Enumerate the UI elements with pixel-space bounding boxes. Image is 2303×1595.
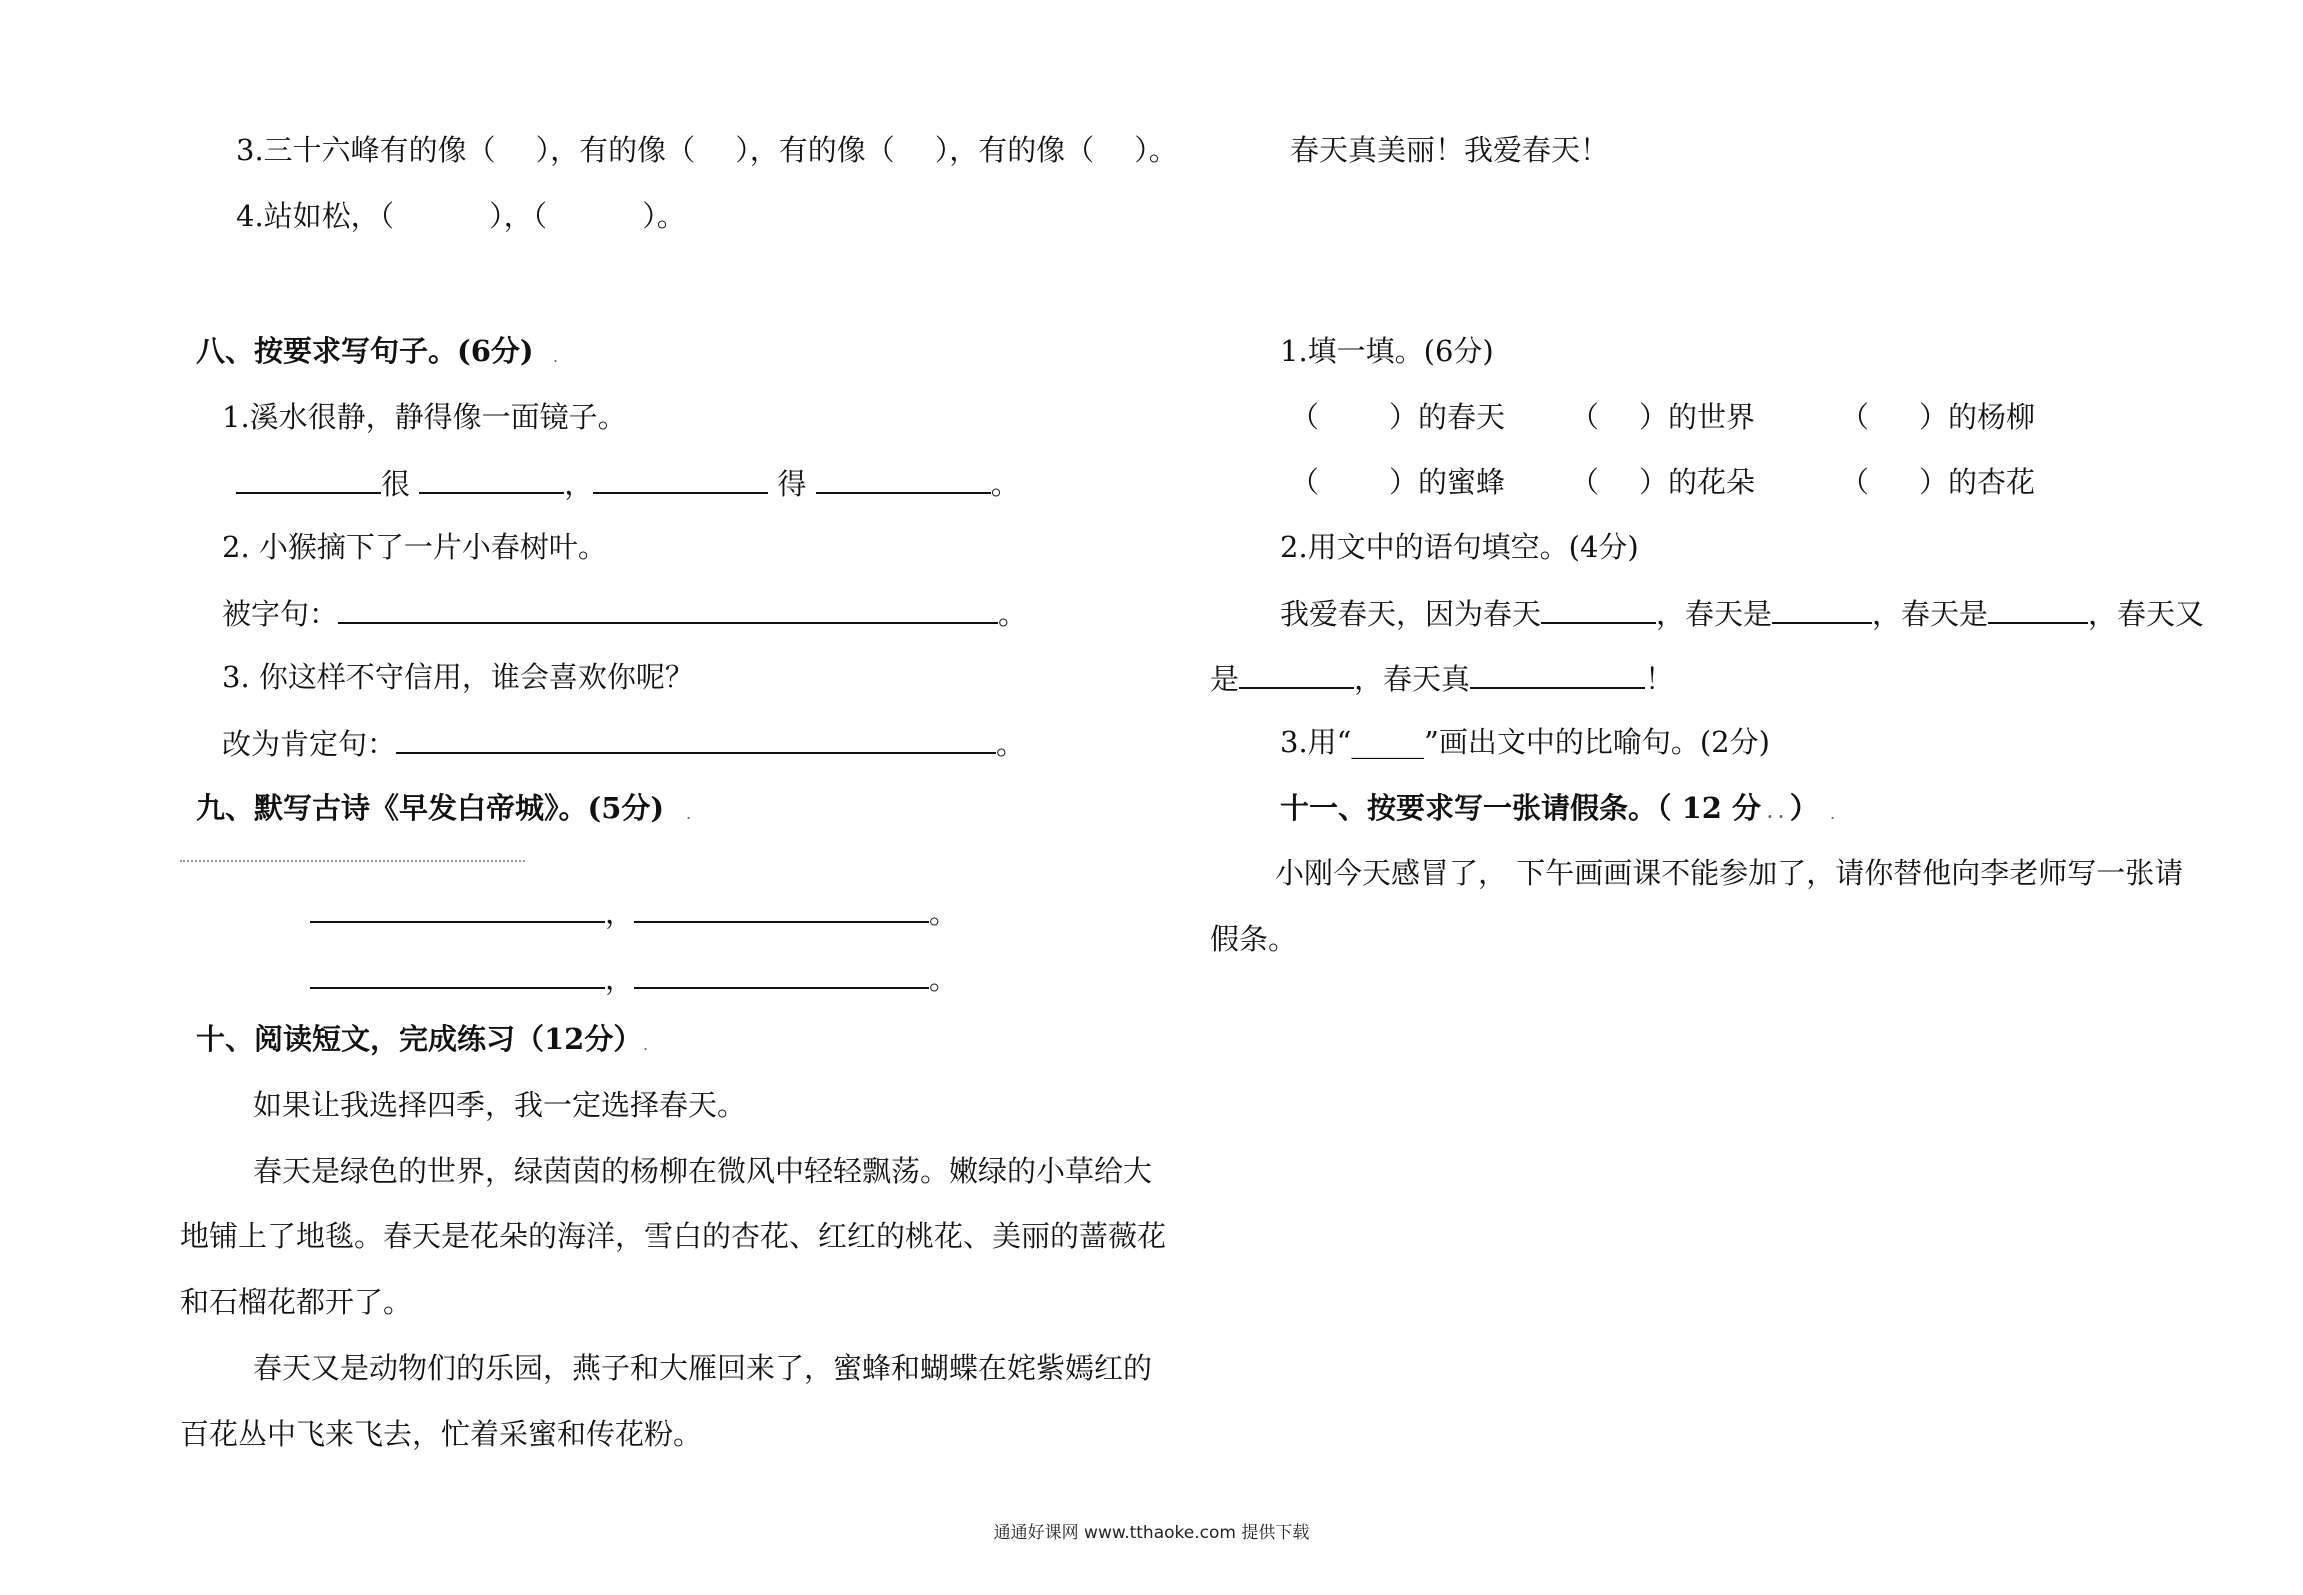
f1-r2-item-2: 的花朵 xyxy=(1668,465,1756,499)
lparen: （ xyxy=(1570,400,1600,434)
poem-blank[interactable] xyxy=(310,891,605,923)
word-hen: 很 xyxy=(381,467,411,501)
section-11-title: 十一、按要求写一张请假条。（ 12 分 . . ） xyxy=(1280,791,1819,825)
affirmative-label: 改为肯定句： xyxy=(222,727,397,761)
q4-mid: ），（ xyxy=(489,199,548,233)
f1-row-1 xyxy=(1290,397,1505,437)
f1-r1-item-2: 的世界 xyxy=(1668,400,1756,434)
f2-text-b: ，春天是 xyxy=(1656,597,1773,631)
f1-title: 1.填一填。(6分) xyxy=(1280,334,1494,368)
comma: ， xyxy=(564,467,594,501)
answer-blank[interactable] xyxy=(1470,657,1645,689)
period: 。 xyxy=(998,597,1028,631)
poem-blank[interactable] xyxy=(634,957,929,989)
s11-body-line2: 假条。 xyxy=(1210,922,1298,956)
s8-item-1: 1.溪水很静，静得像一面镜子。 xyxy=(222,400,627,434)
q3-mid3: ），有的像（ xyxy=(934,133,1095,167)
tick-mark: . xyxy=(553,347,559,366)
word-de: 得 xyxy=(777,467,807,501)
rparen: ） xyxy=(1919,400,1949,434)
passage-p3-line1: 春天又是动物们的乐园，燕子和大雁回来了，蜜蜂和蝴蝶在姹紫嫣红的 xyxy=(253,1351,1153,1385)
f2-title: 2.用文中的语句填空。(4分) xyxy=(1280,530,1639,564)
f3-text-a: 3.用“ xyxy=(1280,725,1352,759)
s11-title-text: 十一、按要求写一张请假条。（ 12 分 xyxy=(1280,791,1762,825)
answer-blank[interactable] xyxy=(419,462,564,494)
answer-blank[interactable] xyxy=(816,462,991,494)
rparen: ） xyxy=(1639,465,1669,499)
lparen: （ xyxy=(1570,465,1600,499)
answer-blank[interactable] xyxy=(1239,657,1354,689)
q4-label: 4.站如松，（ xyxy=(236,199,395,233)
answer-blank[interactable] xyxy=(593,462,768,494)
answer-blank[interactable] xyxy=(338,592,998,624)
answer-blank[interactable] xyxy=(236,462,381,494)
dotted-divider xyxy=(180,860,525,862)
s8-item-2-answer xyxy=(222,592,1027,634)
f1-row-2-c xyxy=(1840,462,2035,502)
section-8-title: 八、按要求写句子。(6分) xyxy=(196,334,534,368)
passage-p3-line2: 百花丛中飞来飞去，忙着采蜜和传花粉。 xyxy=(180,1417,703,1451)
lparen: （ xyxy=(1840,400,1870,434)
s8-item-3-answer xyxy=(222,722,1025,764)
f2-text-a: 我爱春天，因为春天 xyxy=(1280,597,1542,631)
section-9-title: 九、默写古诗《早发白帝城》。(5分) xyxy=(196,791,665,825)
period: 。 xyxy=(929,962,959,996)
f2-text-c: ，春天是 xyxy=(1872,597,1989,631)
passive-label: 被字句： xyxy=(222,597,339,631)
f2-text-d: ，春天又 xyxy=(2088,597,2205,631)
f1-row-2-b xyxy=(1570,462,1755,502)
page-footer: 通通好课网 www.tthaoke.com 提供下载 xyxy=(993,1523,1310,1543)
f2-line-2 xyxy=(1210,657,1674,699)
passage-p2-line2: 地铺上了地毯。春天是花朵的海洋，雪白的杏花、红红的桃花、美丽的蔷薇花 xyxy=(180,1219,1167,1253)
lparen: （ xyxy=(1840,465,1870,499)
rparen: ） xyxy=(1389,400,1419,434)
period: 。 xyxy=(990,467,1020,501)
f3-question xyxy=(1280,722,1770,762)
rparen: ） xyxy=(1389,465,1419,499)
passage-p1: 如果让我选择四季，我一定选择春天。 xyxy=(253,1088,747,1122)
lparen: （ xyxy=(1290,465,1320,499)
f2-text-f: ，春天真 xyxy=(1354,662,1471,696)
rparen: ） xyxy=(1639,400,1669,434)
tick-mark: . xyxy=(643,1035,649,1054)
f1-r1-item-1: 的春天 xyxy=(1418,400,1506,434)
s8-item-3: 3. 你这样不守信用，谁会喜欢你呢？ xyxy=(222,660,694,694)
tick-mark: . xyxy=(1830,804,1836,823)
s11-title-end: ） xyxy=(1789,791,1819,825)
s11-body-line1: 小刚今天感冒了， 下午画画课不能参加了，请你替他向李老师写一张请 xyxy=(1275,856,2184,890)
q3-label: 3.三十六峰有的像（ xyxy=(236,133,496,167)
f1-r1-item-3: 的杨柳 xyxy=(1948,400,2036,434)
passage-p2-line1: 春天是绿色的世界，绿茵茵的杨柳在微风中轻轻飘荡。嫩绿的小草给大 xyxy=(253,1154,1153,1188)
rparen: ） xyxy=(1919,465,1949,499)
comma: ， xyxy=(605,962,635,996)
answer-blank[interactable] xyxy=(396,722,996,754)
f2-text-g: ！ xyxy=(1645,662,1675,696)
period: 。 xyxy=(996,727,1026,761)
f3-underline-mark: _____ xyxy=(1351,725,1424,759)
lparen: （ xyxy=(1290,400,1320,434)
s8-item-1-answer xyxy=(236,462,1020,504)
question-4 xyxy=(236,196,686,236)
comma: ， xyxy=(605,896,635,930)
poem-blank[interactable] xyxy=(310,957,605,989)
question-3 xyxy=(236,130,1178,170)
q3-mid2: ），有的像（ xyxy=(735,133,895,167)
period: 。 xyxy=(929,896,959,930)
poem-line-1 xyxy=(310,891,958,933)
f1-row-1-b xyxy=(1570,397,1755,437)
f1-r2-item-3: 的杏花 xyxy=(1948,465,2036,499)
s8-item-2: 2. 小猴摘下了一片小春树叶。 xyxy=(222,530,607,564)
poem-line-2 xyxy=(310,957,958,999)
answer-blank[interactable] xyxy=(1988,592,2088,624)
tick-mark: . xyxy=(686,804,692,823)
f1-row-1-c xyxy=(1840,397,2035,437)
poem-blank[interactable] xyxy=(634,891,929,923)
answer-blank[interactable] xyxy=(1772,592,1872,624)
q4-end: ）。 xyxy=(642,199,686,233)
f1-r2-item-1: 的蜜蜂 xyxy=(1418,465,1506,499)
f3-text-b: ”画出文中的比喻句。(2分) xyxy=(1424,725,1770,759)
section-10-title: 十、阅读短文，完成练习（12分） xyxy=(196,1022,643,1056)
f2-line-1 xyxy=(1280,592,2204,634)
passage-p4: 春天真美丽！我爱春天！ xyxy=(1290,133,1610,167)
q3-end: ）。 xyxy=(1134,133,1178,167)
passage-p2-line3: 和石榴花都开了。 xyxy=(180,1285,413,1319)
f2-text-e: 是 xyxy=(1210,662,1240,696)
q3-mid1: ），有的像（ xyxy=(535,133,696,167)
answer-blank[interactable] xyxy=(1541,592,1656,624)
f1-row-2 xyxy=(1290,462,1505,502)
